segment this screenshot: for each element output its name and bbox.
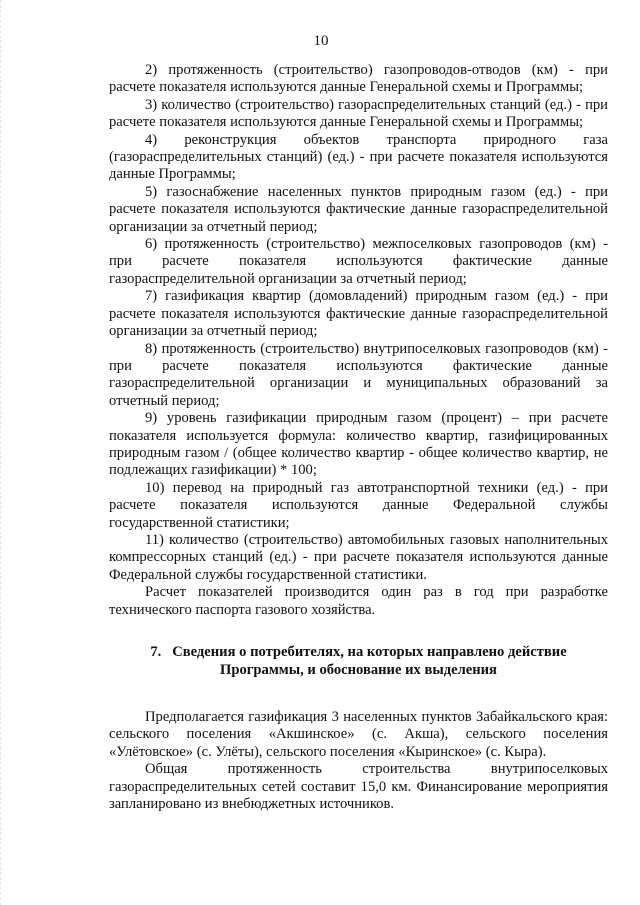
section-heading xyxy=(109,643,608,679)
list-item-4: 4) реконструкция объектов транспорта природного газа (газораспределительных станций) (ед.) - при расчете показателя используются данные Программы; xyxy=(109,131,608,183)
list-item-6: 6) протяженность (строительство) межпоселковых газопроводов (км) - при расчете показателя используются фактические данные газораспределительной организации за отчетный период; xyxy=(109,236,608,287)
list-item-8: 8) протяженность (строительство) внутрипоселковых газопроводов (км) - при расчете показателя используются фактические данные газораспределительной организации и муниципальных образований за отчетный период; xyxy=(109,340,608,409)
list-item-11: 11) количество (строительство) автомобильных газовых наполнительных компрессорных станций (ед.) - при расчете показателя используются данные Федеральной службы государственной статистики. xyxy=(109,531,608,583)
list-item-2: 2) протяженность (строительство) газопроводов-отводов (км) - при расчете показателя используются данные Генеральной схемы и Программы; xyxy=(109,62,608,96)
list-item-5: 5) газоснабжение населенных пунктов природным газом (ед.) - при расчете показателя используются фактические данные газораспределительной организации за отчетный период; xyxy=(109,183,608,235)
list-item-9: 9) уровень газификации природным газом (процент) – при расчете показателя используется формула: количество квартир, газифицированных природным газом / (общее количество квартир - общее количество квартир, не подлежащих газификации) * 100; xyxy=(109,410,608,479)
section-paragraph-2: Общая протяженность строительства внутрипоселковых газораспределительных сетей составит 15,0 км. Финансирование мероприятия запланировано из внебюджетных источников. xyxy=(109,761,608,813)
calculation-note: Расчет показателей производится один раз в год при разработке технического паспорта газового хозяйства. xyxy=(109,584,608,618)
section-paragraph-1: Предполагается газификация 3 населенных пунктов Забайкальского края: сельского поселения «Акшинское» (с. Акша), сельского поселения «Улётовское» (с. Улёты), сельского поселения «Кыринское» (с. Кыра). xyxy=(109,709,608,760)
list-item-7: 7) газификация квартир (домовладений) природным газом (ед.) - при расчете показателя используются фактические данные газораспределительной организации за отчетный период; xyxy=(109,288,608,340)
list-item-10: 10) перевод на природный газ автотранспортной техники (ед.) - при расчете показателя используются данные Федеральной службы государственной статистики; xyxy=(109,479,608,531)
list-item-3: 3) количество (строительство) газораспределительных станций (ед.) - при расчете показателя используются данные Генеральной схемы и Программы; xyxy=(109,96,608,131)
document-body xyxy=(109,62,608,813)
section-heading-line-1: 7. Сведения о потребителях, на которых направлено действие xyxy=(150,644,567,660)
page-number: 10 xyxy=(313,33,329,49)
section-heading-line-2: Программы, и обоснование их выделения xyxy=(220,662,497,678)
